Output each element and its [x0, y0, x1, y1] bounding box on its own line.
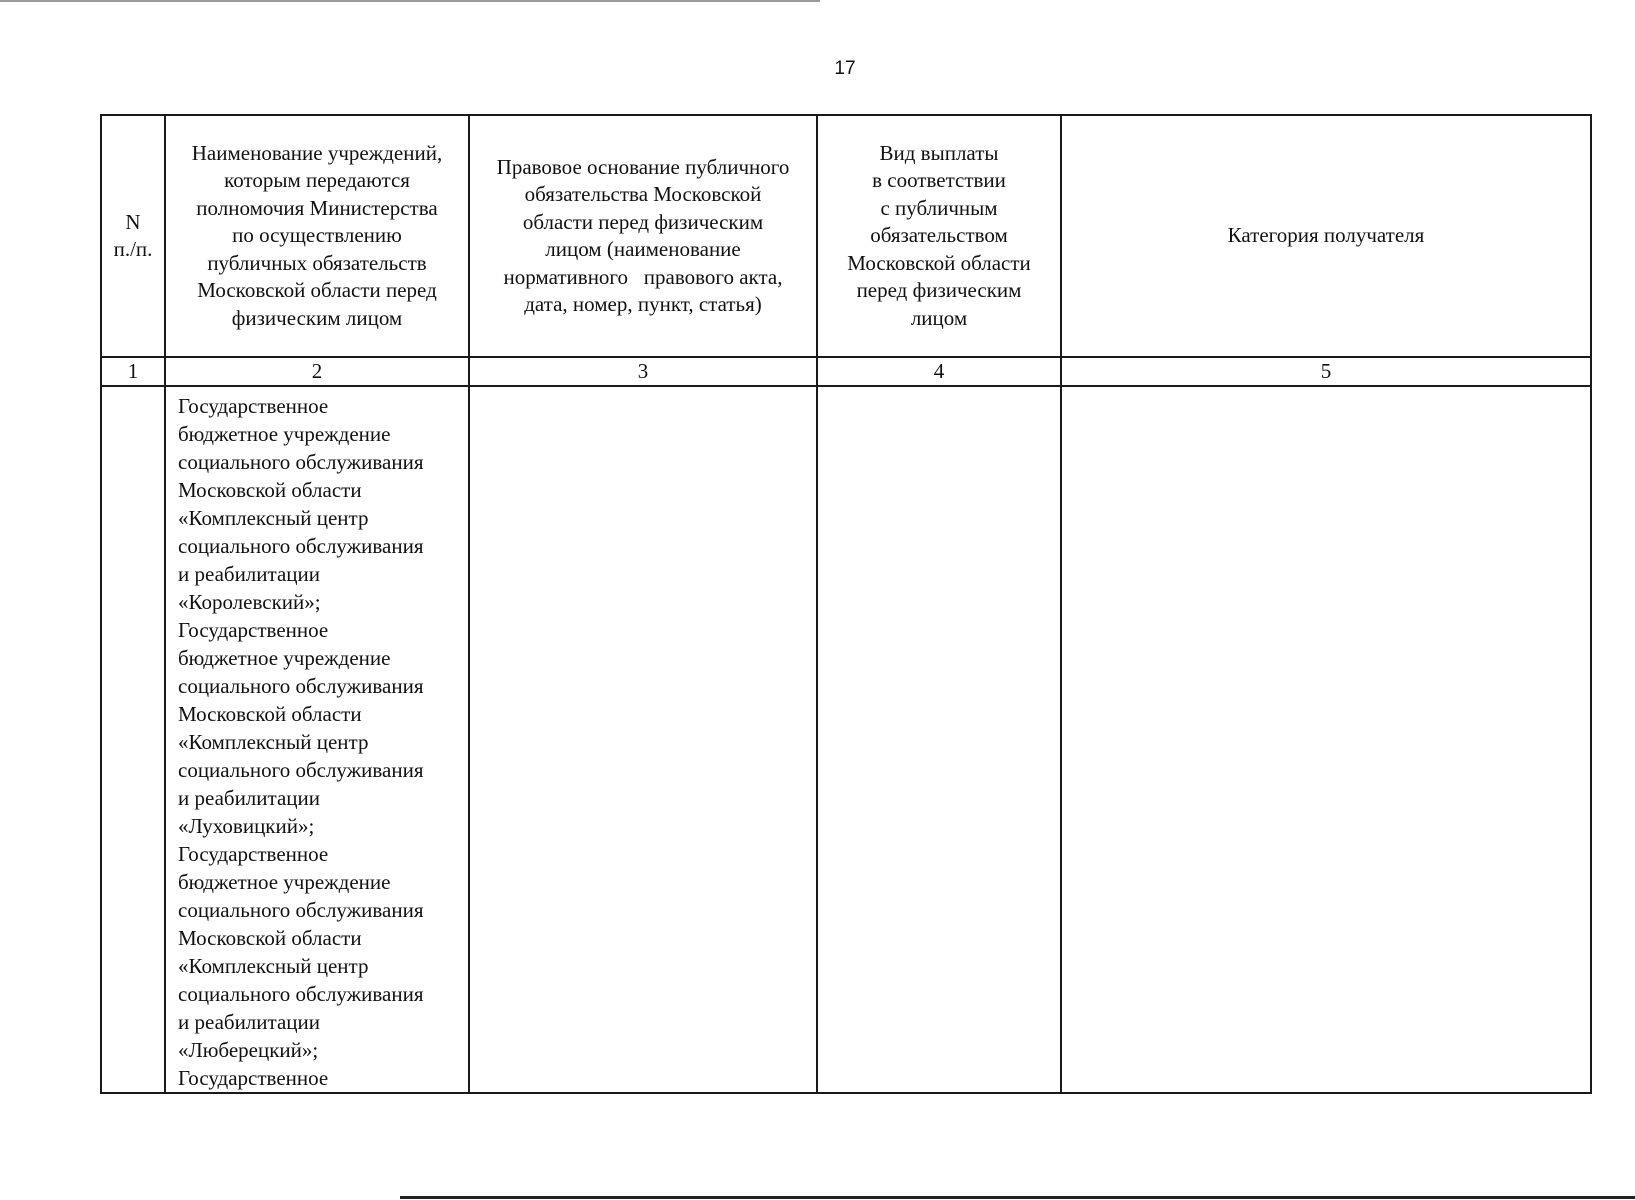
- institution-line: бюджетное учреждение: [178, 422, 391, 446]
- institution-line: «Люберецкий»;: [178, 1038, 319, 1062]
- institution-line: «Комплексный центр: [178, 730, 369, 754]
- institution-line: Государственное: [178, 394, 329, 418]
- header-line: Категория получателя: [1227, 223, 1425, 248]
- table-header-row: [101, 115, 1591, 357]
- header-line: с публичным: [880, 195, 998, 220]
- institution-line: социального обслуживания: [178, 758, 424, 782]
- header-line: дата, номер, пункт, статья): [524, 292, 762, 316]
- cell-number: [101, 386, 165, 1093]
- header-line: Правовое основание публичного: [496, 154, 790, 179]
- header-line: лицом: [910, 305, 968, 330]
- column-number: 4: [817, 357, 1061, 386]
- document-table: [100, 114, 1592, 1094]
- header-line: публичных обязательств: [207, 250, 427, 275]
- institution-line: и реабилитации: [178, 786, 320, 810]
- institution-line: Московской области: [178, 926, 362, 950]
- header-cell-institution: [165, 115, 469, 357]
- institution-text: [166, 387, 468, 1092]
- column-number: 1: [101, 357, 165, 386]
- institution-line: социального обслуживания: [178, 674, 424, 698]
- header-cell-number: [101, 115, 165, 357]
- institution-line: социального обслуживания: [178, 534, 424, 558]
- institution-line: «Королевский»;: [178, 590, 321, 614]
- header-line: физическим лицом: [231, 305, 403, 330]
- institution-line: Московской области: [178, 478, 362, 502]
- header-line: лицом (наименование: [545, 237, 741, 261]
- institution-line: Московской области: [178, 702, 362, 726]
- institution-line: «Комплексный центр: [178, 506, 369, 530]
- institution-line: социального обслуживания: [178, 982, 424, 1006]
- column-number-row: [101, 357, 1591, 386]
- header-line: которым передаются: [224, 168, 410, 193]
- header-line: обязательством: [870, 223, 1008, 248]
- page-number: 17: [834, 58, 856, 79]
- header-line: Московской области перед: [197, 278, 437, 303]
- header-cell-payment-type: [817, 115, 1061, 357]
- cell-legal-basis: [469, 386, 817, 1093]
- institution-line: и реабилитации: [178, 562, 320, 586]
- institution-line: и реабилитации: [178, 1010, 320, 1034]
- institution-line: «Луховицкий»;: [178, 814, 315, 838]
- institution-line: Государственное: [178, 1066, 329, 1090]
- header-line: перед физическим: [856, 278, 1022, 303]
- institution-line: «Комплексный центр: [178, 954, 369, 978]
- header-line: полномочия Министерства: [196, 195, 438, 220]
- cell-payment-type: [817, 386, 1061, 1093]
- column-number: 2: [165, 357, 469, 386]
- institution-line: Государственное: [178, 618, 329, 642]
- institution-line: социального обслуживания: [178, 450, 424, 474]
- table-row: [101, 386, 1591, 1093]
- header-line: по осуществлению: [232, 223, 402, 248]
- header-line: Московской области: [847, 250, 1031, 275]
- institution-line: бюджетное учреждение: [178, 646, 391, 670]
- header-cell-legal-basis: [469, 115, 817, 357]
- cell-recipient-category: [1061, 386, 1591, 1093]
- institution-line: социального обслуживания: [178, 898, 424, 922]
- header-cell-recipient-category: [1061, 115, 1591, 357]
- header-line: N: [125, 209, 141, 234]
- header-line: Наименование учреждений,: [191, 140, 443, 165]
- column-number: 5: [1061, 357, 1591, 386]
- scan-edge-bottom: [400, 1196, 1635, 1199]
- scan-edge-top: [0, 0, 820, 2]
- header-line: нормативного правового акта,: [503, 264, 783, 289]
- header-line: Вид выплаты: [879, 140, 999, 165]
- header-line: области перед физическим: [522, 209, 764, 234]
- column-number: 3: [469, 357, 817, 386]
- institution-line: Государственное: [178, 842, 329, 866]
- header-line: п./п.: [113, 237, 153, 261]
- institution-line: бюджетное учреждение: [178, 870, 391, 894]
- header-line: обязательства Московской: [524, 182, 762, 206]
- header-line: в соответствии: [872, 168, 1006, 193]
- cell-institution: [165, 386, 469, 1093]
